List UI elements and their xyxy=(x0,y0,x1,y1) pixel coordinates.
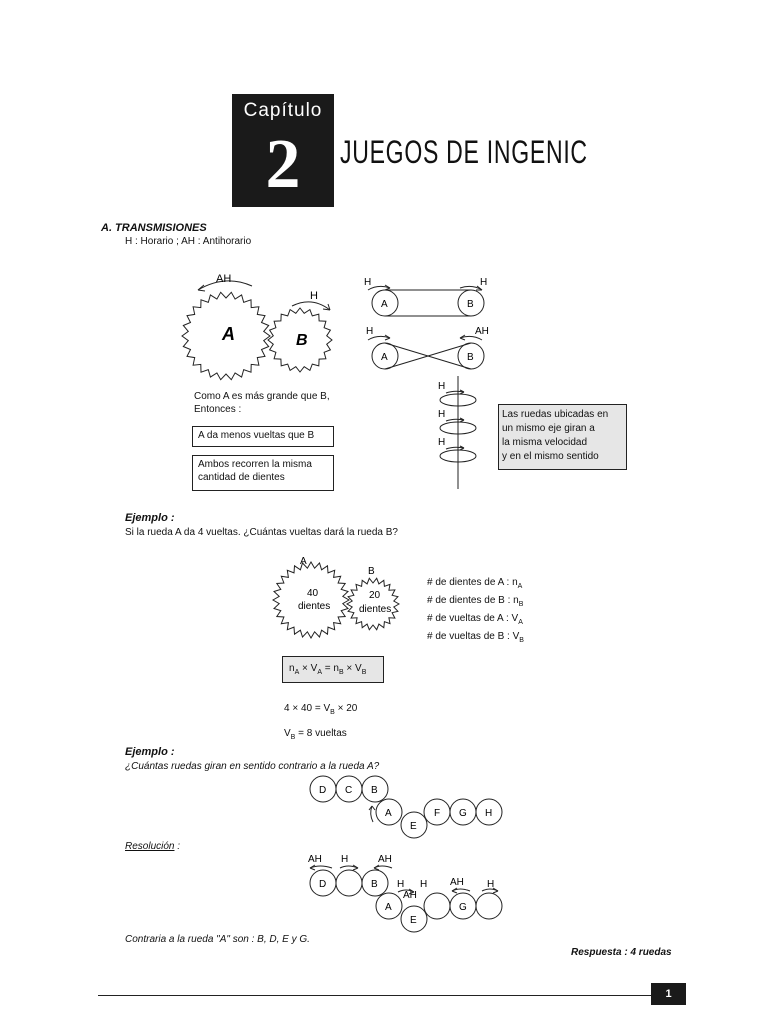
svg-text:AH: AH xyxy=(308,854,322,865)
svg-text:B: B xyxy=(467,352,474,363)
chapter-word: Capítulo xyxy=(243,100,323,121)
svg-text:A: A xyxy=(385,902,392,913)
belts-diagram xyxy=(360,270,500,380)
answer: Respuesta : 4 ruedas xyxy=(571,947,672,958)
svg-text:H: H xyxy=(438,409,446,420)
example1-definitions: # de dientes de A : $n_A$ # de dientes de B : $n_B$ # de vueltas de A : $V_A$ # de vueltas de B : $V_B$ xyxy=(427,577,524,644)
step1: $4 \times 40 = V_B \times 20$ xyxy=(284,703,358,716)
svg-text:A: A xyxy=(385,808,392,819)
comparison-intro: Como A es más grande que B, Entonces : xyxy=(194,391,330,415)
step2: $V_B = 8$ vueltas xyxy=(284,728,347,741)
svg-text:H: H xyxy=(420,879,428,890)
resolution-wheels xyxy=(300,850,510,936)
svg-text:AH: AH xyxy=(475,326,489,337)
svg-text:F: F xyxy=(434,808,441,819)
gear-a-arrow-label: AH xyxy=(216,273,232,285)
svg-text:G: G xyxy=(459,902,467,913)
chapter-title: JUEGOS DE INGENIC xyxy=(340,134,588,170)
svg-text:E: E xyxy=(410,915,417,926)
example1-gears xyxy=(270,552,410,646)
svg-text:dientes: dientes xyxy=(298,601,331,612)
svg-text:H: H xyxy=(397,879,405,890)
svg-text:D: D xyxy=(319,785,327,796)
svg-text:AH: AH xyxy=(450,877,464,888)
svg-text:H: H xyxy=(485,808,493,819)
resolution-heading: Resolución : xyxy=(125,841,181,852)
svg-text:B: B xyxy=(368,566,375,577)
section-legend: H : Horario ; AH : Antihorario xyxy=(125,236,252,247)
gear-a-label: A xyxy=(222,324,235,344)
example1-heading: Ejemplo : xyxy=(125,512,175,524)
svg-text:E: E xyxy=(410,821,417,832)
example2-heading: Ejemplo : xyxy=(125,746,175,758)
svg-text:B: B xyxy=(371,879,378,890)
svg-text:AH: AH xyxy=(403,890,417,901)
svg-text:40: 40 xyxy=(307,588,319,599)
gear-b-arrow-label: H xyxy=(310,290,318,302)
shaft-diagram xyxy=(430,376,494,490)
gears-diagram xyxy=(180,268,350,388)
svg-text:H: H xyxy=(487,879,495,890)
svg-text:C: C xyxy=(345,785,353,796)
comparison-box-2: Ambos recorren la misma cantidad de dientes xyxy=(192,455,334,491)
formula-box: $n_A \times V_A = n_B \times V_B$ xyxy=(282,656,384,683)
svg-text:A: A xyxy=(381,352,388,363)
page-number: 1 xyxy=(651,983,686,1005)
section-heading: A. TRANSMISIONES xyxy=(101,222,207,234)
svg-text:H: H xyxy=(366,326,374,337)
svg-text:B: B xyxy=(467,299,474,310)
svg-text:AH: AH xyxy=(378,854,392,865)
example2-question: ¿Cuántas ruedas giran en sentido contrario a la rueda A? xyxy=(125,761,380,772)
svg-text:H: H xyxy=(438,381,446,392)
svg-text:H: H xyxy=(480,277,488,288)
chapter-badge xyxy=(232,94,334,207)
svg-text:H: H xyxy=(341,854,349,865)
svg-text:B: B xyxy=(371,785,378,796)
shaft-note: Las ruedas ubicadas en un mismo eje giran a la misma velocidad y en el mismo sentido xyxy=(498,404,627,470)
comparison-box-1: A da menos vueltas que B xyxy=(192,426,334,447)
svg-text:A: A xyxy=(300,556,307,567)
resolution-conclusion: Contraria a la rueda "A" son : B, D, E y G. xyxy=(125,934,310,945)
chapter-number: 2 xyxy=(265,126,301,203)
svg-text:20: 20 xyxy=(369,590,381,601)
svg-text:A: A xyxy=(381,299,388,310)
svg-text:H: H xyxy=(364,277,372,288)
gear-b-label: B xyxy=(296,332,308,349)
example2-wheels xyxy=(300,772,510,840)
svg-text:D: D xyxy=(319,879,327,890)
svg-text:H: H xyxy=(438,437,446,448)
example1-question: Si la rueda A da 4 vueltas. ¿Cuántas vueltas dará la rueda B? xyxy=(125,527,398,538)
footer-rule xyxy=(98,995,654,996)
svg-text:dientes: dientes xyxy=(359,604,392,615)
svg-text:G: G xyxy=(459,808,467,819)
